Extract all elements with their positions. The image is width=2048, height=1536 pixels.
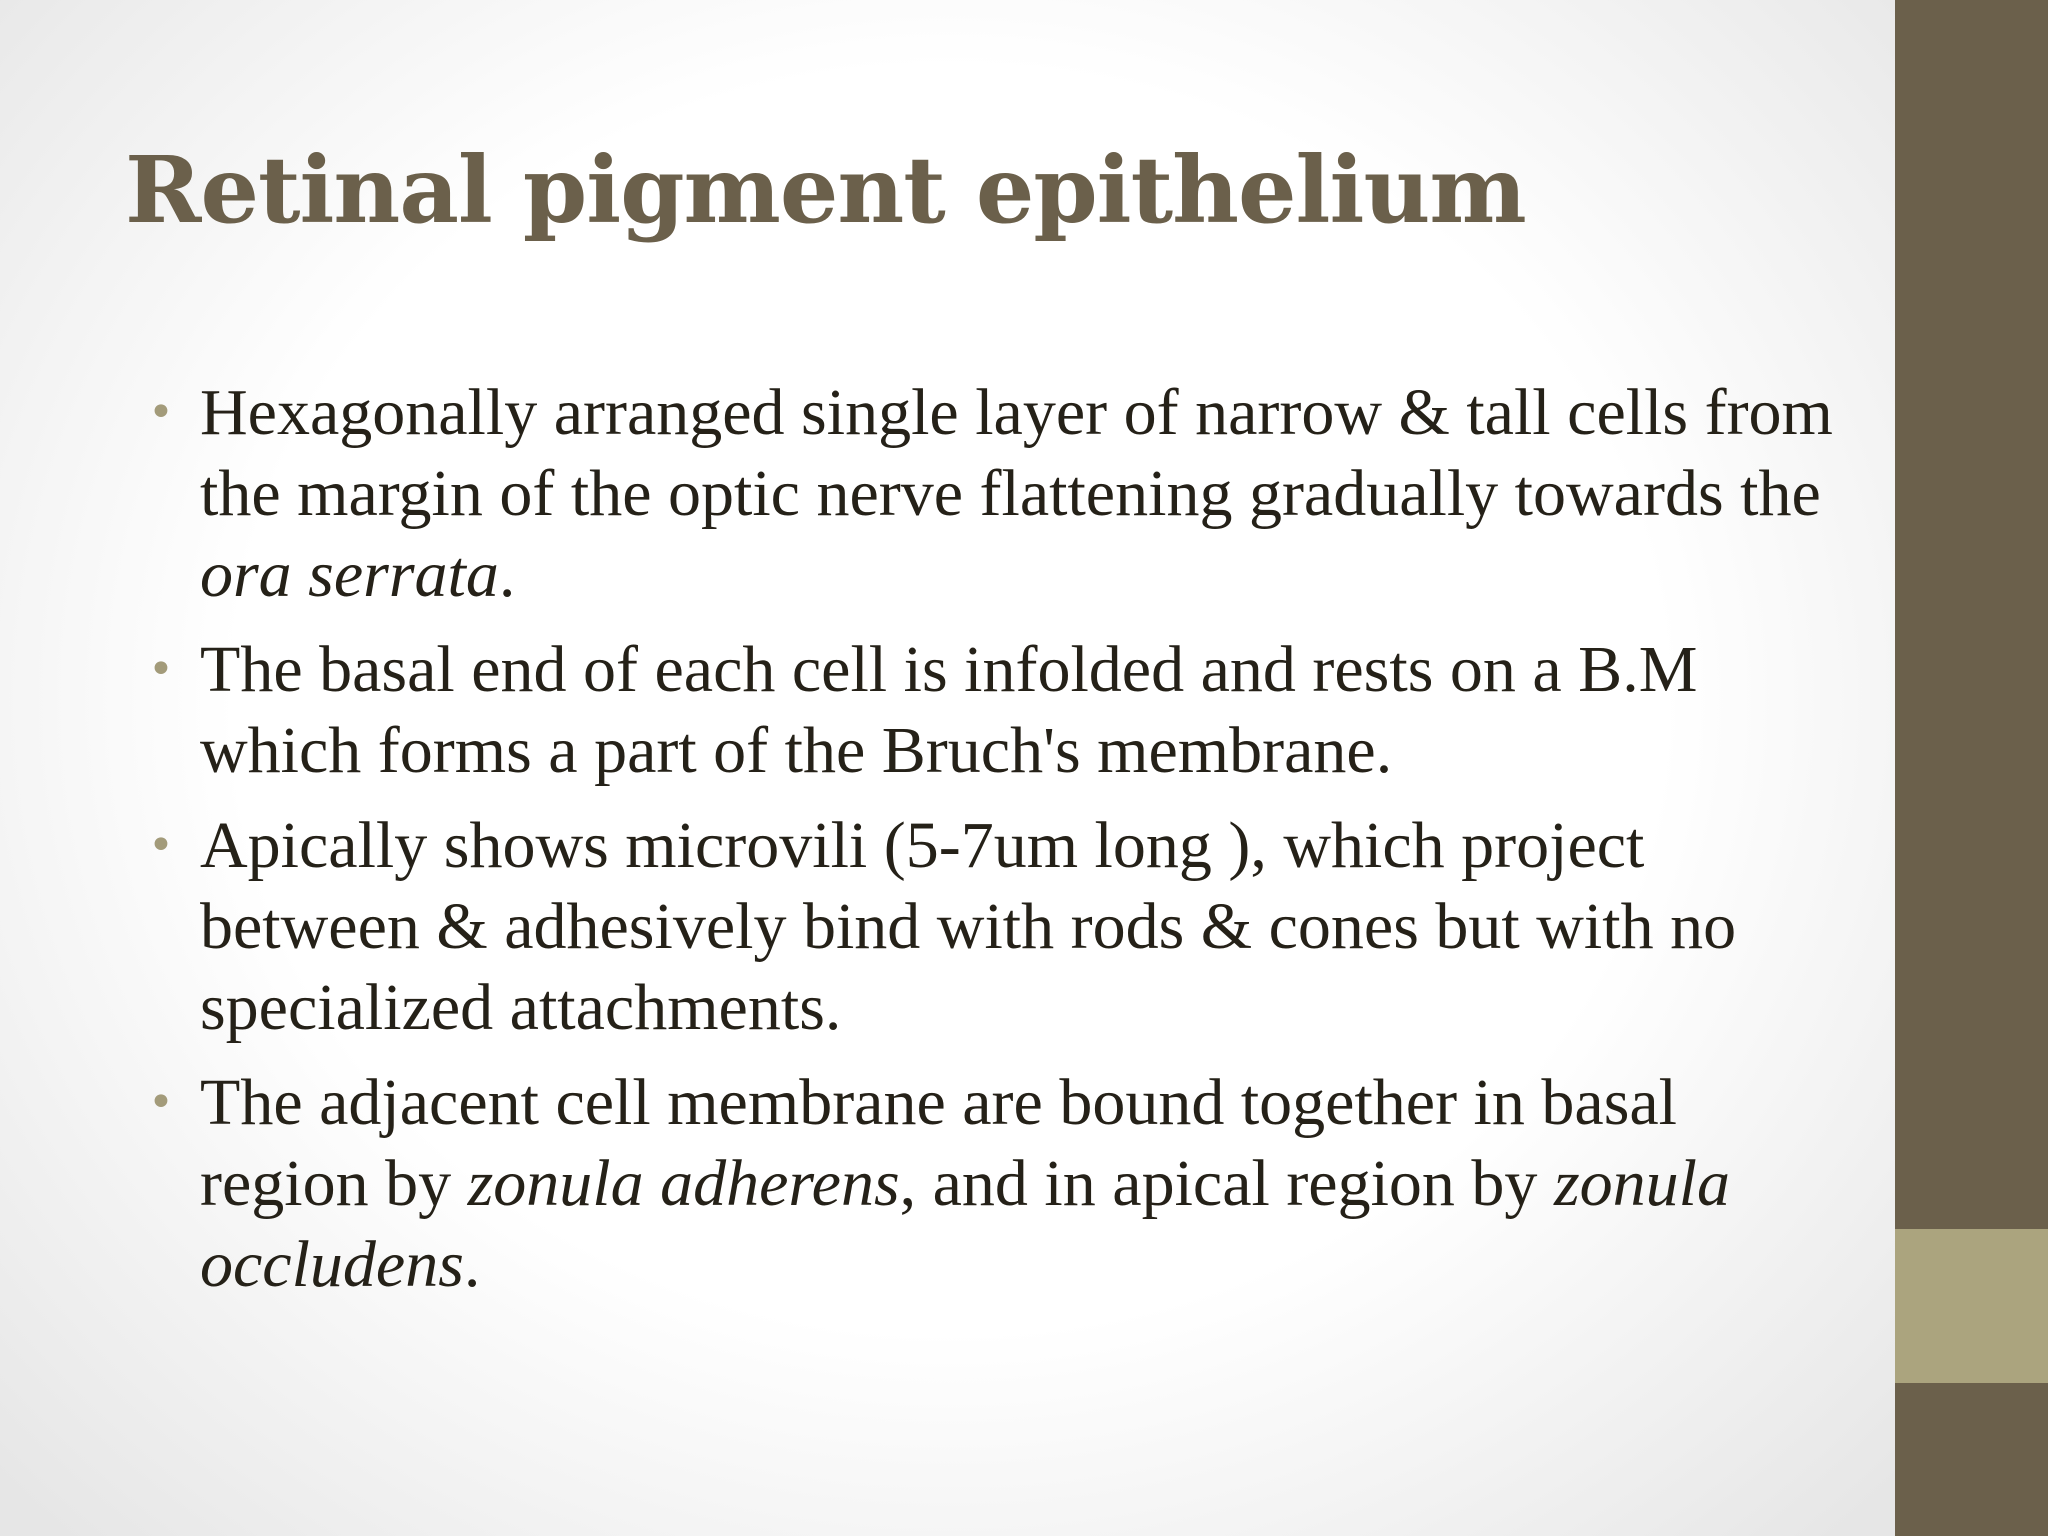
bullet-italic-term: ora serrata <box>200 538 499 611</box>
bullet-icon: • <box>148 387 174 438</box>
bullet-text-end: . <box>463 1228 481 1301</box>
bullet-icon: • <box>148 1077 174 1128</box>
bullet-item <box>148 805 1840 1048</box>
bullet-item <box>148 372 1840 615</box>
bullet-text: Hexagonally arranged single layer of narrow & tall cells from the margin of the optic nerve flattening gradually towards the <box>200 376 1833 530</box>
bullet-item <box>148 1062 1840 1305</box>
sidebar-bar <box>1895 0 2048 1536</box>
bullet-italic-term: zonula occludens <box>200 1147 1730 1301</box>
bullet-text-middle: , and in apical region by <box>899 1147 1554 1220</box>
bullet-italic-term: zonula adherens <box>467 1147 900 1220</box>
bullet-text-end: . <box>498 538 516 611</box>
bullet-icon: • <box>148 820 174 871</box>
slide-title: Retinal pigment epithelium <box>125 136 1526 244</box>
bullet-text: Apically shows microvili (5-7um long ), which project between & adhesively bind with rods & cones but with no specialized attachments. <box>200 809 1737 1044</box>
sidebar-accent-block <box>1895 1229 2048 1383</box>
bullet-list <box>148 372 1840 1319</box>
bullet-text: The adjacent cell membrane are bound together in basal region by <box>200 1066 1678 1220</box>
bullet-icon: • <box>148 644 174 695</box>
bullet-item <box>148 629 1840 791</box>
bullet-text: The basal end of each cell is infolded and rests on a B.M which forms a part of the Bruch's membrane. <box>200 633 1698 787</box>
